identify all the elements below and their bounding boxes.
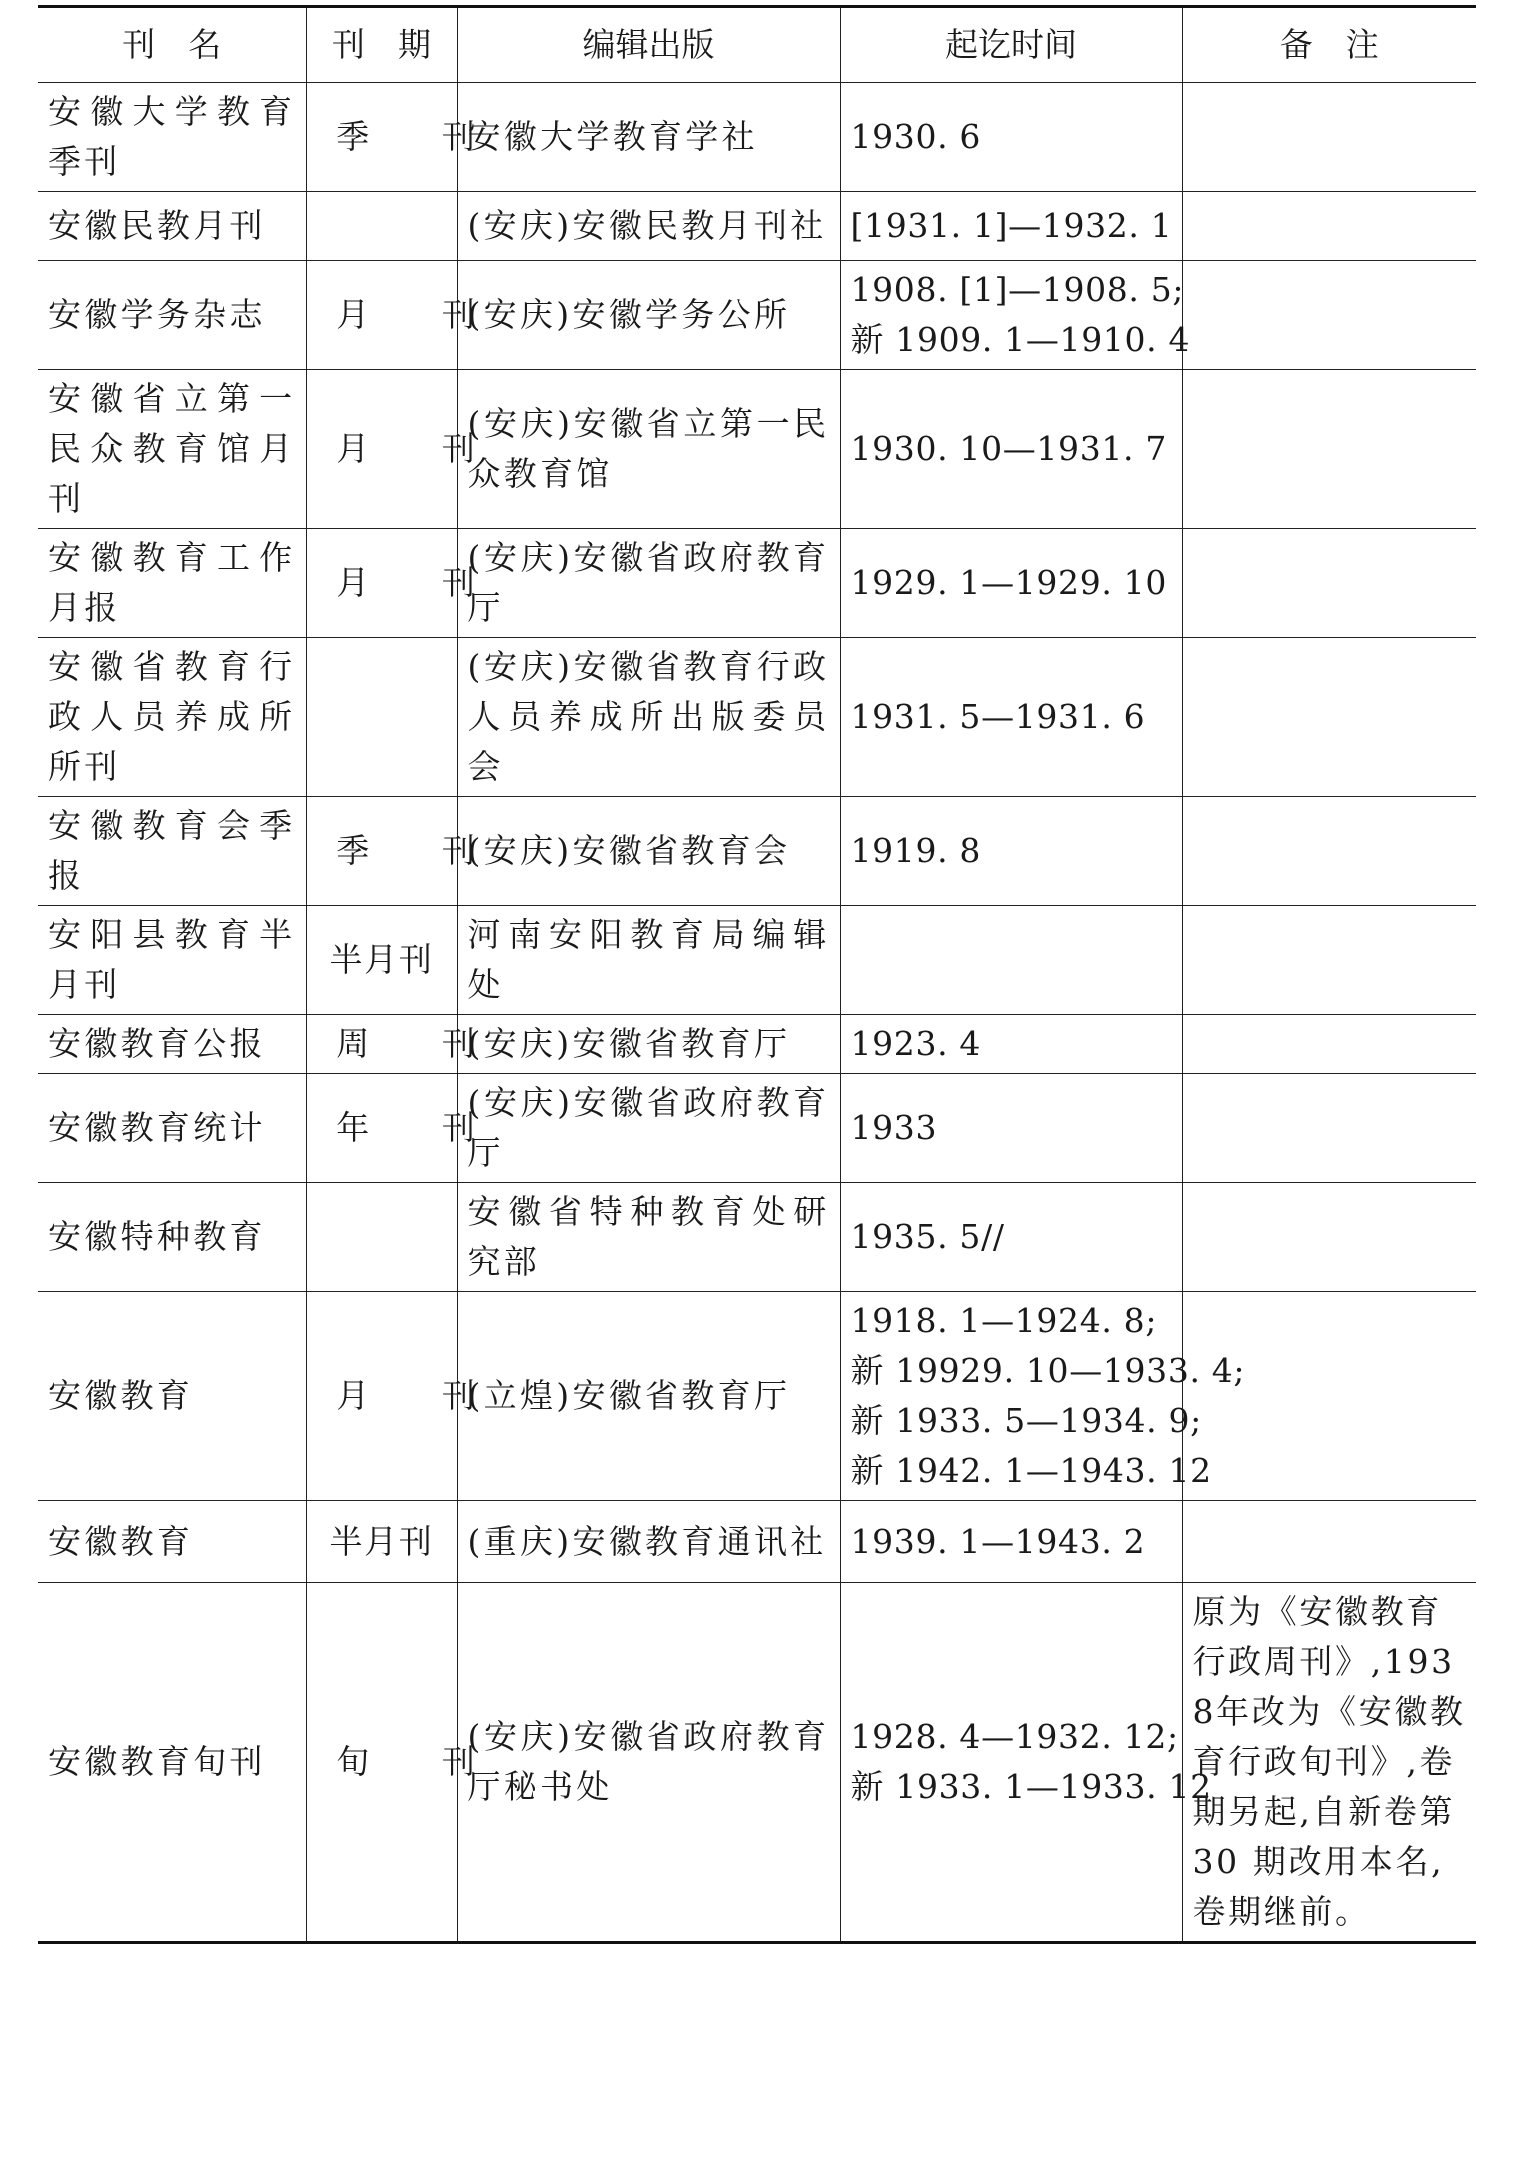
- cell-publisher: (安庆)安徽省政府教育厅: [457, 1074, 840, 1183]
- cell-name: 安徽教育旬刊: [38, 1583, 306, 1943]
- table-row: [38, 1074, 1476, 1183]
- cell-dates: [840, 797, 1182, 906]
- table-row: [38, 797, 1476, 906]
- cell-name: 安徽大学教育季刊: [38, 83, 306, 192]
- header-name: 刊 名: [38, 7, 306, 83]
- cell-frequency: [306, 1183, 457, 1292]
- cell-name: 安徽学务杂志: [38, 261, 306, 370]
- header-publisher: 编辑出版: [457, 7, 840, 83]
- cell-dates: [840, 83, 1182, 192]
- date-range: 1930. 6: [850, 117, 982, 156]
- cell-dates: [840, 529, 1182, 638]
- cell-name: 安徽省立第一民众教育馆月刊: [38, 370, 306, 529]
- table-row: [38, 261, 1476, 370]
- table-row: [38, 529, 1476, 638]
- cell-frequency: 月 刊: [306, 1292, 457, 1501]
- date-range: 新 1933. 1—1933. 12: [850, 1767, 1212, 1806]
- cell-note: [1182, 261, 1476, 370]
- cell-dates: [840, 1292, 1246, 1501]
- table-row: [38, 370, 1476, 529]
- cell-note: [1182, 906, 1476, 1015]
- cell-frequency: 周 刊: [306, 1015, 457, 1074]
- cell-frequency: 半月刊: [306, 1501, 457, 1583]
- cell-name: 安徽教育公报: [38, 1015, 306, 1074]
- cell-name: 安徽教育工作月报: [38, 529, 306, 638]
- cell-dates: [840, 1583, 1212, 1943]
- table-row: [38, 1292, 1476, 1501]
- cell-note: [1182, 797, 1476, 906]
- cell-publisher: (安庆)安徽省立第一民众教育馆: [457, 370, 840, 529]
- cell-frequency: 旬 刊: [306, 1583, 457, 1943]
- cell-name: 安阳县教育半月刊: [38, 906, 306, 1015]
- table-row: [38, 1015, 1476, 1074]
- cell-note: [1182, 529, 1476, 638]
- cell-publisher: (立煌)安徽省教育厅: [457, 1292, 840, 1501]
- cell-dates: [840, 370, 1182, 529]
- cell-frequency: 年 刊: [306, 1074, 457, 1183]
- cell-dates: [840, 1501, 1182, 1583]
- cell-frequency: 季 刊: [306, 83, 457, 192]
- cell-frequency: 月 刊: [306, 529, 457, 638]
- table-body: [38, 83, 1476, 1943]
- cell-dates: [840, 638, 1182, 797]
- header-row: [38, 7, 1476, 83]
- date-range: [1931. 1]—1932. 1: [850, 206, 1173, 245]
- cell-note: [1182, 1074, 1476, 1183]
- cell-note: [1182, 1292, 1476, 1501]
- table-row: [38, 192, 1476, 261]
- periodicals-table: [38, 5, 1476, 1944]
- cell-frequency: 月 刊: [306, 370, 457, 529]
- cell-publisher: (安庆)安徽省政府教育厅: [457, 529, 840, 638]
- cell-publisher: (安庆)安徽省教育会: [457, 797, 840, 906]
- date-range: 1919. 8: [850, 831, 982, 870]
- date-range: 1935. 5//: [850, 1217, 1005, 1256]
- date-range: 1930. 10—1931. 7: [850, 429, 1167, 468]
- date-range: 新 1933. 5—1934. 9;: [850, 1401, 1202, 1440]
- cell-note: [1182, 1501, 1476, 1583]
- cell-publisher: (安庆)安徽省政府教育厅秘书处: [457, 1583, 840, 1943]
- date-range: 1908. [1]—1908. 5;: [850, 270, 1185, 309]
- cell-frequency: [306, 638, 457, 797]
- cell-dates: [840, 1015, 1182, 1074]
- cell-publisher: 河南安阳教育局编辑处: [457, 906, 840, 1015]
- cell-dates: [840, 1183, 1182, 1292]
- table-row: [38, 906, 1476, 1015]
- date-range: 1928. 4—1932. 12;: [850, 1717, 1179, 1756]
- date-range: 新 1909. 1—1910. 4: [850, 320, 1191, 359]
- date-range: 1929. 1—1929. 10: [850, 563, 1167, 602]
- cell-publisher: 安徽省特种教育处研究部: [457, 1183, 840, 1292]
- date-range: 1939. 1—1943. 2: [850, 1521, 1146, 1561]
- date-range: 1923. 4: [850, 1024, 982, 1063]
- cell-name: 安徽教育: [38, 1292, 306, 1501]
- cell-name: 安徽教育统计: [38, 1074, 306, 1183]
- cell-note: [1182, 1183, 1476, 1292]
- cell-note: 原为《安徽教育行政周刊》,1938年改为《安徽教育行政旬刊》,卷期另起,自新卷第 30 期改用本名,卷期继前。: [1182, 1583, 1476, 1943]
- header-frequency: 刊 期: [306, 7, 457, 83]
- table-row: [38, 1501, 1476, 1583]
- cell-note: [1182, 1015, 1476, 1074]
- cell-name: 安徽民教月刊: [38, 192, 306, 261]
- table-row: [38, 638, 1476, 797]
- cell-name: 安徽教育会季报: [38, 797, 306, 906]
- table-header: [38, 7, 1476, 83]
- date-range: 1931. 5—1931. 6: [850, 697, 1146, 736]
- cell-publisher: (重庆)安徽教育通讯社: [457, 1501, 840, 1583]
- date-range: 新 19929. 10—1933. 4;: [850, 1351, 1246, 1390]
- cell-note: [1182, 192, 1476, 261]
- cell-name: 安徽教育: [38, 1501, 306, 1583]
- cell-publisher: (安庆)安徽学务公所: [457, 261, 840, 370]
- cell-publisher: (安庆)安徽民教月刊社: [457, 192, 840, 261]
- date-range: 新 1942. 1—1943. 12: [850, 1451, 1212, 1490]
- cell-dates: [840, 906, 1182, 1015]
- cell-dates: [840, 261, 1191, 370]
- header-note: 备 注: [1182, 7, 1476, 83]
- cell-dates: [840, 1074, 1182, 1183]
- table-row: [38, 83, 1476, 192]
- cell-note: [1182, 83, 1476, 192]
- cell-frequency: 月 刊: [306, 261, 457, 370]
- cell-publisher: 安徽大学教育学社: [457, 83, 840, 192]
- cell-frequency: 季 刊: [306, 797, 457, 906]
- cell-name: 安徽特种教育: [38, 1183, 306, 1292]
- date-range: 1918. 1—1924. 8;: [850, 1301, 1158, 1340]
- header-dates: 起讫时间: [840, 7, 1182, 83]
- table-row: [38, 1583, 1476, 1943]
- cell-note: [1182, 638, 1476, 797]
- cell-publisher: (安庆)安徽省教育行政人员养成所出版委员会: [457, 638, 840, 797]
- cell-dates: [840, 192, 1182, 261]
- cell-note: [1182, 370, 1476, 529]
- cell-publisher: (安庆)安徽省教育厅: [457, 1015, 840, 1074]
- cell-frequency: 半月刊: [306, 906, 457, 1015]
- cell-name: 安徽省教育行政人员养成所所刊: [38, 638, 306, 797]
- cell-frequency: [306, 192, 457, 261]
- date-range: 1933: [850, 1108, 938, 1147]
- table-row: [38, 1183, 1476, 1292]
